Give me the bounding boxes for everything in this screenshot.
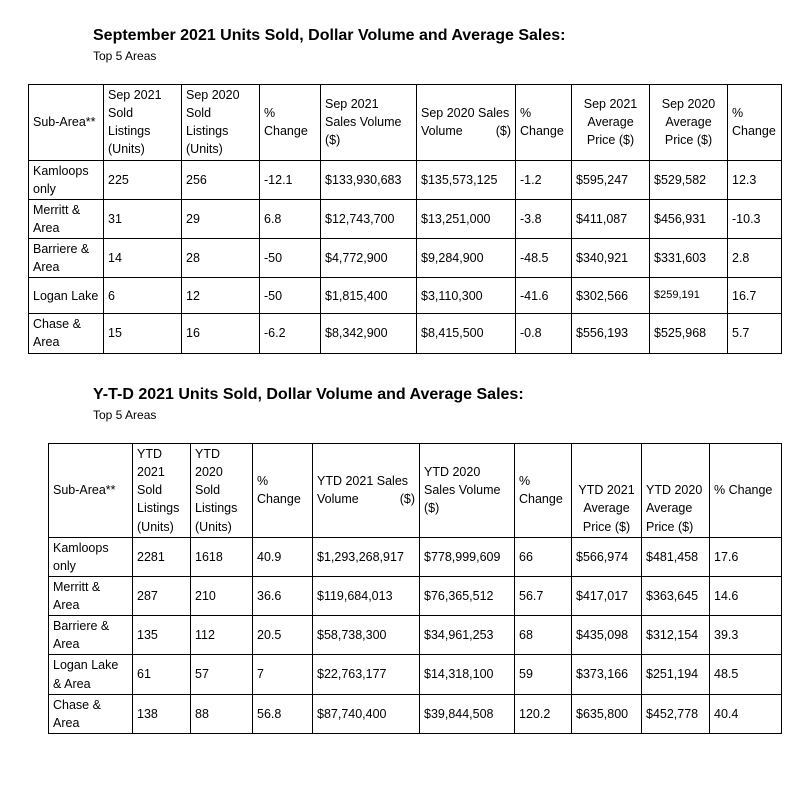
table-row [49, 655, 782, 694]
ytd-subtitle: Top 5 Areas [93, 408, 157, 422]
cell-volume-2021: $1,293,268,917 [313, 537, 420, 576]
header-sub-area: Sub-Area** [49, 444, 133, 538]
cell-units-2020: 12 [182, 278, 260, 314]
ytd-sales-table [48, 443, 782, 734]
monthly-sales-table [28, 84, 782, 354]
cell-units-change: 6.8 [260, 199, 321, 238]
cell-volume-2021: $1,815,400 [321, 278, 417, 314]
cell-units-2020: 88 [191, 694, 253, 733]
cell-volume-2020: $13,251,000 [417, 199, 516, 238]
cell-avg-price-2021: $595,247 [572, 160, 650, 199]
header-avg-price-2020: Sep 2020 Average Price ($) [650, 85, 728, 161]
cell-avg-price-2020: $481,458 [642, 537, 710, 576]
cell-avg-price-2020: $259,191 [650, 278, 728, 314]
header-row [29, 85, 782, 161]
cell-volume-change: 120.2 [515, 694, 572, 733]
header-avg-price-2021: Sep 2021 Average Price ($) [572, 85, 650, 161]
header-volume-change: % Change [516, 85, 572, 161]
cell-volume-2020: $3,110,300 [417, 278, 516, 314]
header-units-change: % Change [260, 85, 321, 161]
cell-volume-2021: $87,740,400 [313, 694, 420, 733]
cell-volume-2021: $4,772,900 [321, 239, 417, 278]
cell-volume-2021: $12,743,700 [321, 199, 417, 238]
cell-units-2020: 28 [182, 239, 260, 278]
table-row [29, 278, 782, 314]
cell-sub-area: Merritt & Area [49, 576, 133, 615]
cell-avg-price-2020: $525,968 [650, 314, 728, 353]
header-volume-2020: Sep 2020 Sales Volume ($) [417, 85, 516, 161]
cell-units-2020: 57 [191, 655, 253, 694]
table-row [29, 239, 782, 278]
cell-sub-area: Logan Lake & Area [49, 655, 133, 694]
cell-avg-change: 40.4 [710, 694, 782, 733]
cell-avg-price-2021: $340,921 [572, 239, 650, 278]
table-row [49, 537, 782, 576]
header-units-2021: YTD 2021 Sold Listings (Units) [133, 444, 191, 538]
cell-units-change: 56.8 [253, 694, 313, 733]
cell-sub-area: Barriere & Area [29, 239, 104, 278]
table-row [49, 576, 782, 615]
cell-avg-price-2020: $363,645 [642, 576, 710, 615]
cell-units-2020: 210 [191, 576, 253, 615]
header-avg-price-2021: YTD 2021 Average Price ($) [572, 444, 642, 538]
header-avg-change: % Change [728, 85, 782, 161]
cell-volume-2021: $133,930,683 [321, 160, 417, 199]
cell-units-2021: 287 [133, 576, 191, 615]
cell-sub-area: Chase & Area [29, 314, 104, 353]
cell-sub-area: Chase & Area [49, 694, 133, 733]
cell-volume-change: 59 [515, 655, 572, 694]
cell-avg-price-2021: $566,974 [572, 537, 642, 576]
cell-units-2020: 16 [182, 314, 260, 353]
cell-volume-change: 66 [515, 537, 572, 576]
ytd-section-heading [93, 386, 524, 422]
cell-units-2021: 15 [104, 314, 182, 353]
cell-units-2021: 31 [104, 199, 182, 238]
cell-units-2021: 225 [104, 160, 182, 199]
cell-units-change: 36.6 [253, 576, 313, 615]
cell-sub-area: Logan Lake [29, 278, 104, 314]
header-volume-2020: YTD 2020 Sales Volume ($) [420, 444, 515, 538]
cell-units-2021: 2281 [133, 537, 191, 576]
cell-volume-2021: $8,342,900 [321, 314, 417, 353]
cell-units-2021: 14 [104, 239, 182, 278]
cell-units-2020: 29 [182, 199, 260, 238]
header-row [49, 444, 782, 538]
cell-avg-change: 48.5 [710, 655, 782, 694]
cell-sub-area: Barriere & Area [49, 616, 133, 655]
monthly-title: September 2021 Units Sold, Dollar Volume and Average Sales: [93, 27, 566, 44]
cell-units-change: 40.9 [253, 537, 313, 576]
cell-avg-change: 2.8 [728, 239, 782, 278]
table-row [49, 616, 782, 655]
cell-volume-change: -48.5 [516, 239, 572, 278]
cell-volume-2020: $34,961,253 [420, 616, 515, 655]
cell-units-change: -12.1 [260, 160, 321, 199]
cell-units-change: -50 [260, 278, 321, 314]
cell-volume-2020: $135,573,125 [417, 160, 516, 199]
cell-avg-price-2021: $373,166 [572, 655, 642, 694]
monthly-subtitle: Top 5 Areas [93, 49, 157, 63]
table-row [49, 694, 782, 733]
cell-avg-price-2021: $411,087 [572, 199, 650, 238]
cell-avg-price-2021: $435,098 [572, 616, 642, 655]
table-row [29, 199, 782, 238]
cell-units-change: 7 [253, 655, 313, 694]
cell-avg-price-2020: $331,603 [650, 239, 728, 278]
cell-avg-change: 12.3 [728, 160, 782, 199]
cell-units-2021: 135 [133, 616, 191, 655]
cell-avg-price-2020: $251,194 [642, 655, 710, 694]
cell-avg-price-2021: $302,566 [572, 278, 650, 314]
cell-volume-2020: $778,999,609 [420, 537, 515, 576]
header-volume-2021: Sep 2021 Sales Volume ($) [321, 85, 417, 161]
cell-avg-change: 14.6 [710, 576, 782, 615]
cell-avg-change: 5.7 [728, 314, 782, 353]
cell-avg-price-2021: $635,800 [572, 694, 642, 733]
header-volume-change: % Change [515, 444, 572, 538]
cell-units-change: 20.5 [253, 616, 313, 655]
cell-avg-change: 16.7 [728, 278, 782, 314]
cell-units-2020: 1618 [191, 537, 253, 576]
cell-avg-price-2020: $456,931 [650, 199, 728, 238]
header-volume-2021: YTD 2021 Sales Volume ($) [313, 444, 420, 538]
cell-units-change: -6.2 [260, 314, 321, 353]
cell-sub-area: Kamloops only [29, 160, 104, 199]
cell-volume-change: -1.2 [516, 160, 572, 199]
header-units-2020: YTD 2020 Sold Listings (Units) [191, 444, 253, 538]
cell-avg-change: 17.6 [710, 537, 782, 576]
cell-volume-change: -3.8 [516, 199, 572, 238]
cell-sub-area: Merritt & Area [29, 199, 104, 238]
cell-units-2020: 112 [191, 616, 253, 655]
cell-avg-price-2021: $417,017 [572, 576, 642, 615]
table-row [29, 314, 782, 353]
header-sub-area: Sub-Area** [29, 85, 104, 161]
cell-units-change: -50 [260, 239, 321, 278]
cell-volume-2020: $9,284,900 [417, 239, 516, 278]
cell-volume-change: -0.8 [516, 314, 572, 353]
cell-volume-2021: $58,738,300 [313, 616, 420, 655]
ytd-title: Y-T-D 2021 Units Sold, Dollar Volume and Average Sales: [93, 386, 524, 403]
cell-avg-change: -10.3 [728, 199, 782, 238]
cell-avg-price-2021: $556,193 [572, 314, 650, 353]
cell-volume-change: -41.6 [516, 278, 572, 314]
table-row [29, 160, 782, 199]
header-avg-change: % Change [710, 444, 782, 538]
cell-volume-2020: $76,365,512 [420, 576, 515, 615]
cell-volume-2020: $8,415,500 [417, 314, 516, 353]
cell-units-2021: 61 [133, 655, 191, 694]
cell-volume-change: 68 [515, 616, 572, 655]
header-units-2020: Sep 2020 Sold Listings (Units) [182, 85, 260, 161]
cell-volume-2021: $119,684,013 [313, 576, 420, 615]
cell-units-2020: 256 [182, 160, 260, 199]
cell-volume-change: 56.7 [515, 576, 572, 615]
cell-avg-price-2020: $312,154 [642, 616, 710, 655]
cell-volume-2020: $14,318,100 [420, 655, 515, 694]
cell-units-2021: 138 [133, 694, 191, 733]
cell-volume-2021: $22,763,177 [313, 655, 420, 694]
cell-units-2021: 6 [104, 278, 182, 314]
cell-avg-price-2020: $529,582 [650, 160, 728, 199]
cell-avg-change: 39.3 [710, 616, 782, 655]
header-units-change: % Change [253, 444, 313, 538]
header-units-2021: Sep 2021 Sold Listings (Units) [104, 85, 182, 161]
cell-sub-area: Kamloops only [49, 537, 133, 576]
cell-volume-2020: $39,844,508 [420, 694, 515, 733]
cell-avg-price-2020: $452,778 [642, 694, 710, 733]
monthly-section-heading [93, 27, 565, 63]
header-avg-price-2020: YTD 2020 Average Price ($) [642, 444, 710, 538]
